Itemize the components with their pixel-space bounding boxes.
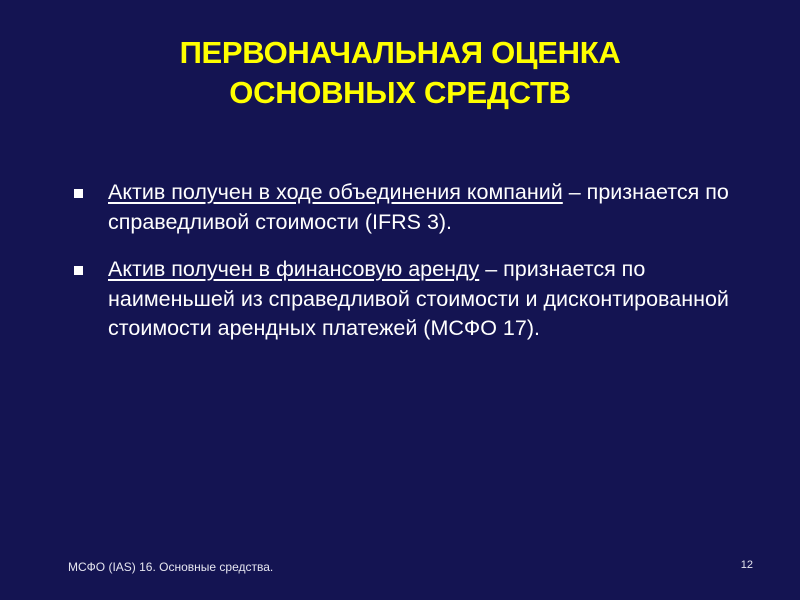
bullet-list [70, 178, 760, 362]
slide-title [40, 33, 760, 113]
bullet-text: – признается по справедливой стоимости (IFRS 3). [108, 180, 729, 234]
slide-footer: МСФО (IAS) 16. Основные средства. [68, 560, 274, 574]
bullet-underlined-text: Актив получен в ходе объединения компаний [108, 180, 563, 204]
bullet-item-finance-lease [70, 255, 760, 344]
bullet-item-business-combination [70, 178, 760, 237]
slide-title-line-2: ОСНОВНЫХ СРЕДСТВ [229, 75, 571, 110]
bullet-text: – признается по наименьшей из справедливой стоимости и дисконтированной стоимости арендных платежей (МСФО 17). [108, 257, 729, 340]
square-bullet-icon [74, 189, 83, 198]
square-bullet-icon [74, 266, 83, 275]
page-number: 12 [740, 559, 753, 571]
slide-title-line-1: ПЕРВОНАЧАЛЬНАЯ ОЦЕНКА [179, 35, 621, 70]
bullet-underlined-text: Актив получен в финансовую аренду [108, 257, 480, 281]
